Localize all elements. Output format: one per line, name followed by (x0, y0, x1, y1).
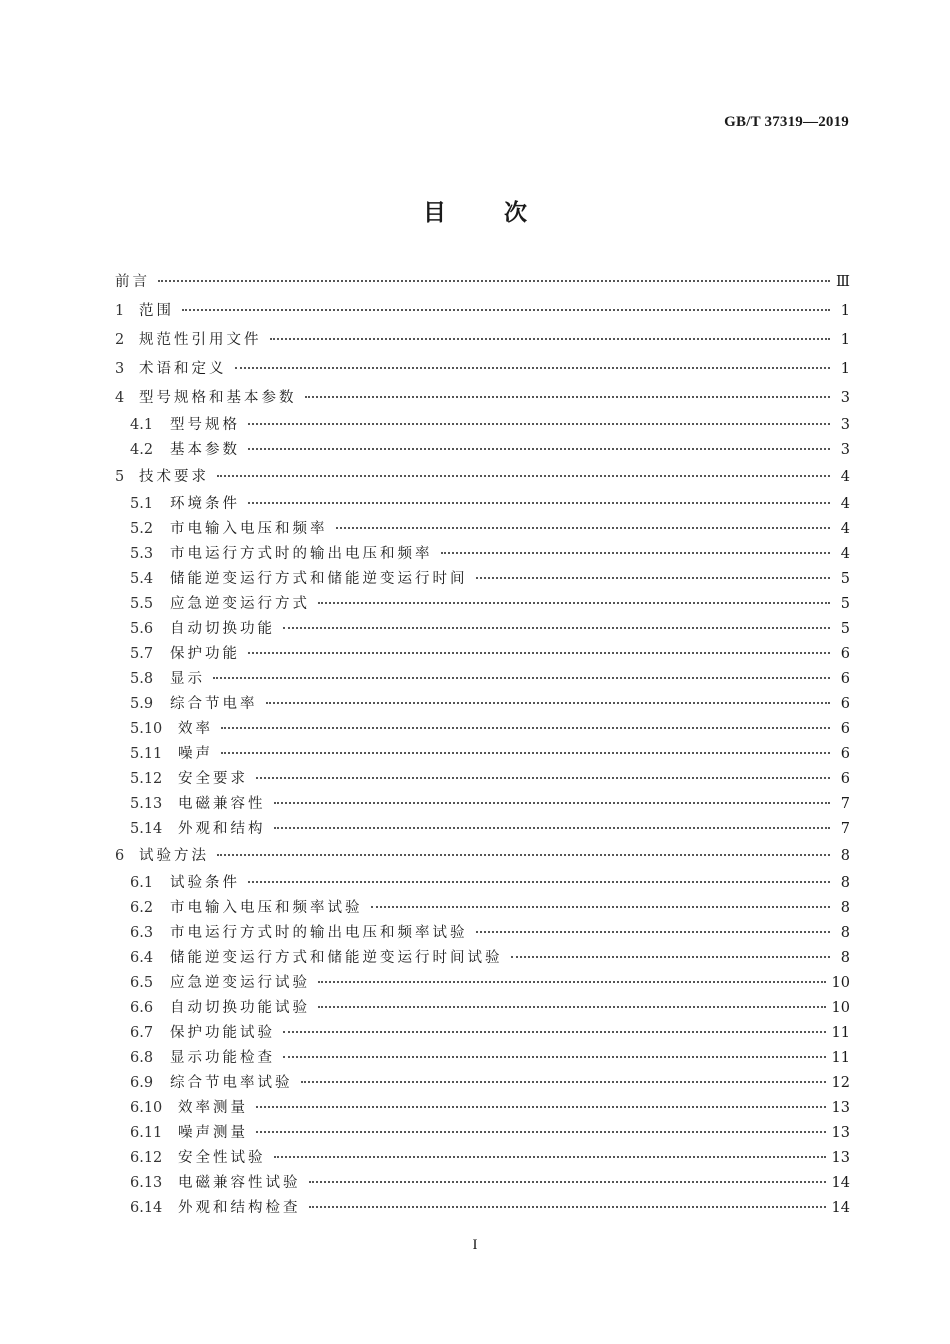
dot-leader (274, 802, 831, 804)
toc-page-number: 4 (840, 546, 850, 562)
dot-leader (217, 475, 830, 477)
toc-entry-label (115, 667, 205, 692)
toc-entry-label (115, 268, 150, 297)
toc-entry-label (115, 1196, 301, 1221)
toc-section-title: 规范性引用文件 (139, 332, 262, 348)
toc-page-number: 4 (840, 496, 850, 512)
toc-section-title: 显示功能检查 (170, 1050, 275, 1066)
toc-entry[interactable] (115, 463, 850, 492)
toc-entry[interactable] (115, 438, 850, 463)
toc-page-number: 8 (840, 950, 850, 966)
toc-entry-label (115, 542, 433, 567)
toc-entry-label (115, 355, 227, 384)
toc-entry-label (115, 1171, 301, 1196)
toc-section-number: 5.14 (130, 821, 163, 837)
toc-page-number: 6 (840, 646, 850, 662)
toc-entry[interactable] (115, 1021, 850, 1046)
toc-entry[interactable] (115, 1146, 850, 1171)
toc-section-number: 4.2 (130, 442, 154, 458)
toc-entry[interactable] (115, 946, 850, 971)
toc-entry-label (115, 1146, 266, 1171)
toc-page-number: 8 (840, 848, 850, 864)
toc-entry[interactable] (115, 1096, 850, 1121)
dot-leader (309, 1181, 826, 1183)
toc-page-number: 8 (840, 875, 850, 891)
dot-leader (318, 602, 830, 604)
toc-entry[interactable] (115, 1171, 850, 1196)
toc-entry-label (115, 517, 328, 542)
toc-page-number: 3 (840, 442, 850, 458)
toc-section-number: 4.1 (130, 417, 154, 433)
dot-leader (283, 1056, 826, 1058)
toc-entry-label (115, 1021, 275, 1046)
toc-page-number: 5 (840, 596, 850, 612)
toc-entry[interactable] (115, 1196, 850, 1221)
dot-leader (371, 906, 831, 908)
toc-section-title: 外观和结构 (178, 821, 266, 837)
toc-entry-label (115, 946, 503, 971)
toc-entry[interactable] (115, 617, 850, 642)
toc-entry[interactable] (115, 1071, 850, 1096)
toc-page-number: 7 (840, 796, 850, 812)
toc-entry-label (115, 921, 468, 946)
toc-page-number: 5 (840, 571, 850, 587)
toc-entry[interactable] (115, 717, 850, 742)
dot-leader (283, 627, 830, 629)
dot-leader (256, 1131, 826, 1133)
toc-entry-label (115, 767, 248, 792)
toc-page-number: 10 (831, 975, 850, 991)
toc-section-number: 4 (115, 390, 125, 406)
toc-section-title: 型号规格和基本参数 (139, 390, 297, 406)
toc-entry[interactable] (115, 1046, 850, 1071)
toc-section-title: 安全要求 (178, 771, 248, 787)
toc-section-number: 5.4 (130, 571, 154, 587)
toc-section-title: 型号规格 (170, 417, 240, 433)
toc-section-number: 6.8 (130, 1050, 154, 1066)
dot-leader (256, 1106, 826, 1108)
toc-section-number: 5.12 (130, 771, 163, 787)
page-title: 目次 (423, 200, 585, 226)
toc-section-number: 5 (115, 469, 125, 485)
toc-page-number: 6 (840, 771, 850, 787)
toc-entry[interactable] (115, 842, 850, 871)
toc-section-number: 6.3 (130, 925, 154, 941)
toc-page-number: 8 (840, 900, 850, 916)
dot-leader (248, 423, 830, 425)
toc-entry-label (115, 326, 262, 355)
toc-entry[interactable] (115, 896, 850, 921)
toc-entry-label (115, 1046, 275, 1071)
toc-page-number: 1 (840, 303, 850, 319)
toc-section-number: 6.11 (130, 1125, 163, 1141)
toc-section-number: 5.13 (130, 796, 163, 812)
toc-entry[interactable] (115, 871, 850, 896)
dot-leader (511, 956, 831, 958)
dot-leader (309, 1206, 826, 1208)
dot-leader (305, 396, 831, 398)
toc-entry[interactable] (115, 692, 850, 717)
toc-section-number: 6.6 (130, 1000, 154, 1016)
toc-section-number: 6.4 (130, 950, 154, 966)
toc-entry[interactable] (115, 742, 850, 767)
toc-page-number: 6 (840, 746, 850, 762)
toc-entry[interactable] (115, 996, 850, 1021)
toc-entry[interactable] (115, 792, 850, 817)
toc-entry-label (115, 692, 258, 717)
toc-section-title: 市电运行方式时的输出电压和频率试验 (170, 925, 468, 941)
dot-leader (301, 1081, 826, 1083)
toc-entry-label (115, 413, 240, 438)
toc-section-number: 5.9 (130, 696, 154, 712)
toc-section-title: 保护功能试验 (170, 1025, 275, 1041)
toc-section-title: 基本参数 (170, 442, 240, 458)
toc-page-number: 3 (840, 390, 850, 406)
toc-section-number: 6.13 (130, 1175, 163, 1191)
toc-entry-label (115, 842, 209, 871)
toc-page-number: 10 (831, 1000, 850, 1016)
toc-entry[interactable] (115, 817, 850, 842)
toc-section-number: 5.10 (130, 721, 163, 737)
toc-section-title: 市电输入电压和频率试验 (170, 900, 363, 916)
toc-section-title: 噪声 (178, 746, 213, 762)
toc-page-number: 1 (840, 361, 850, 377)
toc-page-number: 7 (840, 821, 850, 837)
toc-section-number: 5.8 (130, 671, 154, 687)
toc-entry-label (115, 717, 213, 742)
toc-page-number: 1 (840, 332, 850, 348)
toc-section-number: 5.2 (130, 521, 154, 537)
toc-section-title: 储能逆变运行方式和储能逆变运行时间 (170, 571, 468, 587)
toc-entry-label (115, 567, 468, 592)
dot-leader (441, 552, 831, 554)
toc-entry[interactable] (115, 971, 850, 996)
toc-page-number: 6 (840, 696, 850, 712)
toc-entry-label (115, 617, 275, 642)
toc-section-title: 环境条件 (170, 496, 240, 512)
toc-entry-label (115, 971, 310, 996)
toc-section-number: 6.14 (130, 1200, 163, 1216)
toc-page-number: 11 (831, 1025, 850, 1041)
toc-section-title: 自动切换功能 (170, 621, 275, 637)
toc-entry[interactable] (115, 642, 850, 667)
toc-page-number: 4 (840, 521, 850, 537)
toc-entry[interactable] (115, 567, 850, 592)
toc-entry-label (115, 438, 240, 463)
toc-entry[interactable] (115, 413, 850, 438)
toc-section-number: 6.9 (130, 1075, 154, 1091)
toc-entry-label (115, 742, 213, 767)
toc-page-number: 13 (831, 1125, 850, 1141)
toc-section-title: 外观和结构检查 (178, 1200, 301, 1216)
dot-leader (266, 702, 831, 704)
toc-section-title: 前言 (115, 274, 150, 290)
dot-leader (274, 1156, 826, 1158)
toc-section-title: 效率测量 (178, 1100, 248, 1116)
toc-section-title: 市电输入电压和频率 (170, 521, 328, 537)
toc-section-number: 6.10 (130, 1100, 163, 1116)
toc-section-number: 5.5 (130, 596, 154, 612)
dot-leader (248, 448, 830, 450)
toc-section-title: 保护功能 (170, 646, 240, 662)
dot-leader (248, 881, 830, 883)
toc-section-number: 3 (115, 361, 125, 377)
dot-leader (270, 338, 831, 340)
toc-entry-label (115, 896, 363, 921)
toc-page-number: 13 (831, 1100, 850, 1116)
toc-entry-label (115, 871, 240, 896)
toc-section-title: 术语和定义 (139, 361, 227, 377)
toc-section-title: 自动切换功能试验 (170, 1000, 310, 1016)
toc-entry-label (115, 463, 209, 492)
toc-section-title: 储能逆变运行方式和储能逆变运行时间试验 (170, 950, 503, 966)
toc-entry[interactable] (115, 492, 850, 517)
toc-entry[interactable] (115, 297, 850, 326)
dot-leader (318, 1006, 826, 1008)
toc-entry-label (115, 1121, 248, 1146)
toc-section-number: 6.1 (130, 875, 154, 891)
toc-page-number: 6 (840, 721, 850, 737)
toc-page-number: 5 (840, 621, 850, 637)
standard-code: GB/T 37319—2019 (724, 114, 849, 130)
toc-section-title: 试验方法 (139, 848, 209, 864)
table-of-contents (115, 268, 850, 1221)
toc-entry-label (115, 792, 266, 817)
toc-section-title: 应急逆变运行方式 (170, 596, 310, 612)
toc-entry[interactable] (115, 326, 850, 355)
toc-entry[interactable] (115, 268, 850, 297)
toc-section-title: 市电运行方式时的输出电压和频率 (170, 546, 433, 562)
toc-page-number: 13 (831, 1150, 850, 1166)
toc-entry[interactable] (115, 542, 850, 567)
toc-entry[interactable] (115, 384, 850, 413)
toc-section-title: 应急逆变运行试验 (170, 975, 310, 991)
toc-entry-label (115, 1071, 293, 1096)
dot-leader (248, 652, 830, 654)
toc-section-number: 1 (115, 303, 125, 319)
toc-section-number: 6.7 (130, 1025, 154, 1041)
toc-section-title: 电磁兼容性试验 (178, 1175, 301, 1191)
toc-entry-label (115, 592, 310, 617)
toc-entry[interactable] (115, 517, 850, 542)
toc-entry-label (115, 817, 266, 842)
toc-entry[interactable] (115, 921, 850, 946)
dot-leader (182, 309, 830, 311)
toc-section-number: 2 (115, 332, 125, 348)
toc-section-number: 5.6 (130, 621, 154, 637)
toc-section-title: 综合节电率试验 (170, 1075, 293, 1091)
dot-leader (248, 502, 830, 504)
toc-page-number: 14 (831, 1200, 850, 1216)
toc-section-number: 6 (115, 848, 125, 864)
toc-section-number: 5.11 (130, 746, 163, 762)
toc-page-number: 12 (831, 1075, 850, 1091)
toc-entry-label (115, 1096, 248, 1121)
toc-entry[interactable] (115, 355, 850, 384)
toc-entry-label (115, 384, 297, 413)
toc-section-number: 5.3 (130, 546, 154, 562)
toc-entry[interactable] (115, 767, 850, 792)
dot-leader (336, 527, 831, 529)
toc-entry[interactable] (115, 1121, 850, 1146)
toc-section-number: 5.1 (130, 496, 154, 512)
dot-leader (476, 577, 831, 579)
toc-section-title: 噪声测量 (178, 1125, 248, 1141)
dot-leader (283, 1031, 826, 1033)
toc-entry[interactable] (115, 667, 850, 692)
dot-leader (217, 854, 830, 856)
toc-section-title: 技术要求 (139, 469, 209, 485)
toc-page-number: 11 (831, 1050, 850, 1066)
toc-section-title: 范围 (139, 303, 174, 319)
toc-entry-label (115, 642, 240, 667)
toc-page-number: 8 (840, 925, 850, 941)
toc-section-title: 安全性试验 (178, 1150, 266, 1166)
dot-leader (221, 727, 830, 729)
toc-page-number: 4 (840, 469, 850, 485)
dot-leader (256, 777, 830, 779)
toc-entry[interactable] (115, 592, 850, 617)
toc-section-title: 显示 (170, 671, 205, 687)
toc-section-title: 电磁兼容性 (178, 796, 266, 812)
toc-entry-label (115, 297, 174, 326)
dot-leader (213, 677, 830, 679)
toc-page-number: 3 (840, 417, 850, 433)
toc-page-number: 6 (840, 671, 850, 687)
toc-section-title: 效率 (178, 721, 213, 737)
dot-leader (476, 931, 831, 933)
toc-section-number: 6.12 (130, 1150, 163, 1166)
dot-leader (318, 981, 826, 983)
dot-leader (235, 367, 831, 369)
toc-page-number: Ⅲ (836, 274, 850, 290)
dot-leader (221, 752, 830, 754)
toc-section-title: 综合节电率 (170, 696, 258, 712)
toc-section-number: 6.2 (130, 900, 154, 916)
toc-entry-label (115, 996, 310, 1021)
page-number: I (472, 1237, 478, 1253)
dot-leader (274, 827, 831, 829)
toc-entry-label (115, 492, 240, 517)
dot-leader (158, 280, 830, 282)
toc-section-number: 5.7 (130, 646, 154, 662)
toc-page-number: 14 (831, 1175, 850, 1191)
toc-section-number: 6.5 (130, 975, 154, 991)
toc-section-title: 试验条件 (170, 875, 240, 891)
